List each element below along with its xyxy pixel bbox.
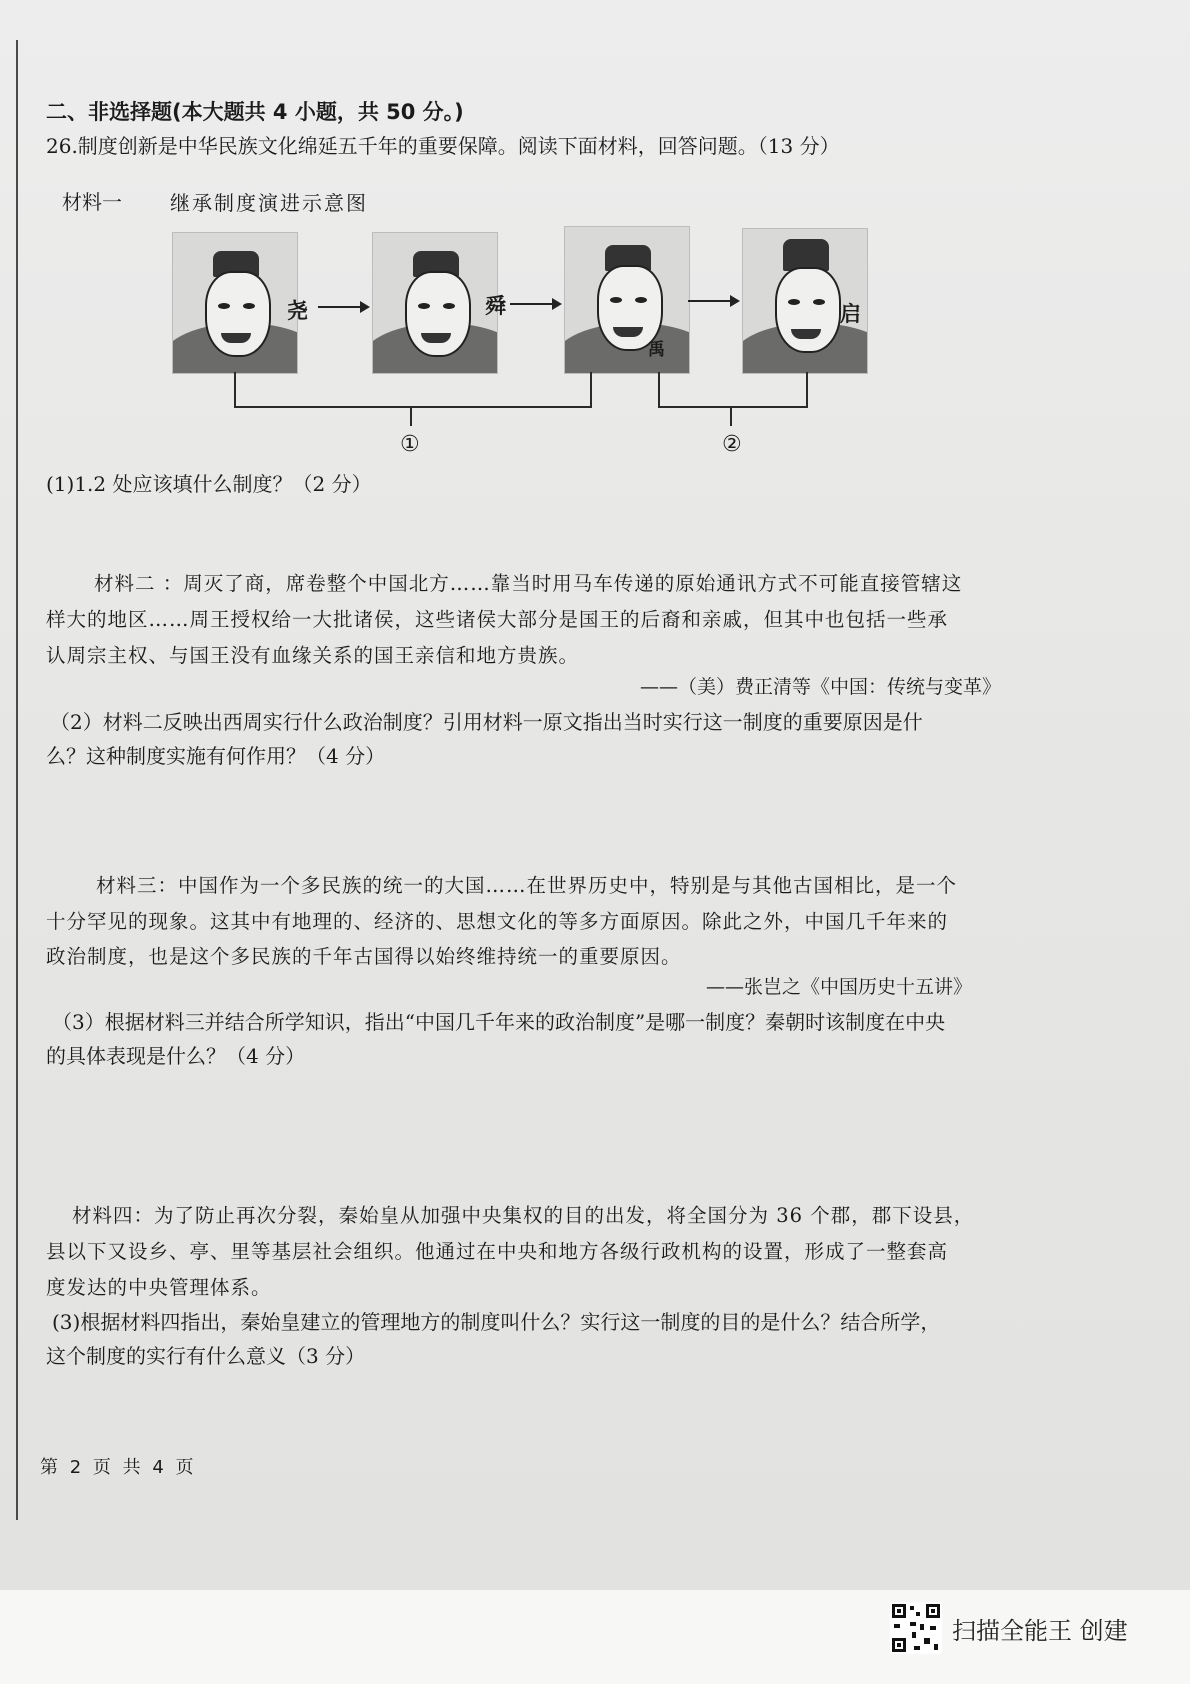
material-1-label: 材料一 bbox=[62, 190, 122, 214]
material-3-line: 材料三：中国作为一个多民族的统一的大国……在世界历史中，特别是与其他古国相比，是一个 bbox=[96, 874, 958, 897]
material-2-line: 样大的地区……周王授权给一大批诸侯，这些诸侯大部分是国王的后裔和亲戚，但其中也包括一些承 bbox=[46, 608, 949, 631]
figure-shun-portrait bbox=[372, 232, 498, 374]
figure-yu-portrait bbox=[564, 226, 690, 374]
arrow-icon bbox=[318, 306, 368, 308]
figure-yao-portrait bbox=[172, 232, 298, 374]
marker-1: ① bbox=[400, 432, 420, 457]
question-3-line: 的具体表现是什么？（4 分） bbox=[46, 1044, 306, 1068]
material-2-source: ——（美）费正清等《中国：传统与变革》 bbox=[640, 676, 1002, 698]
margin-rule bbox=[16, 40, 18, 1520]
question-1: (1)1.2 处应该填什么制度？（2 分） bbox=[46, 472, 372, 496]
material-2-line: 认周宗主权、与国王没有血缘关系的国王亲信和地方贵族。 bbox=[46, 644, 580, 667]
page-indicator: 第 2 页 共 4 页 bbox=[40, 1457, 197, 1478]
material-3-line: 政治制度，也是这个多民族的千年古国得以始终维持统一的重要原因。 bbox=[46, 945, 682, 968]
question-4-line: (3)根据材料四指出，秦始皇建立的管理地方的制度叫什么？实行这一制度的目的是什么？结合所学， bbox=[52, 1310, 941, 1334]
material-3-source: ——张岂之《中国历史十五讲》 bbox=[706, 976, 973, 998]
bracket-2 bbox=[658, 372, 808, 408]
question-4-line: 这个制度的实行有什么意义（3 分） bbox=[46, 1344, 366, 1368]
qr-code-icon bbox=[890, 1602, 942, 1654]
material-4-line: 县以下又设乡、亭、里等基层社会组织。他通过在中央和地方各级行政机构的设置，形成了一整套高 bbox=[46, 1240, 949, 1263]
watermark-text: 扫描全能王 创建 bbox=[952, 1617, 1128, 1645]
question-26-stem: 26.制度创新是中华民族文化绵延五千年的重要保障。阅读下面材料，回答问题。（13 分） bbox=[46, 134, 840, 158]
bracket-1 bbox=[234, 372, 592, 408]
material-2-line: 材料二 ：周灭了商，席卷整个中国北方……靠当时用马车传递的原始通讯方式不可能直接管辖这 bbox=[94, 572, 963, 595]
marker-2: ② bbox=[722, 432, 742, 457]
figure-label-qi: 启 bbox=[840, 302, 861, 326]
material-4-line: 度发达的中央管理体系。 bbox=[46, 1276, 272, 1299]
section-title: 二、非选择题(本大题共 4 小题，共 50 分。) bbox=[46, 100, 464, 124]
material-4-line: 材料四：为了防止再次分裂，秦始皇从加强中央集权的目的出发，将全国分为 36 个郡，郡下设县， bbox=[72, 1204, 975, 1227]
figure-label-shun: 舜 bbox=[485, 294, 506, 318]
figure-label-yao: 尧 bbox=[287, 299, 308, 323]
arrow-icon bbox=[688, 300, 738, 302]
arrow-icon bbox=[510, 303, 560, 305]
question-2-line: （2）材料二反映出西周实行什么政治制度？引用材料一原文指出当时实行这一制度的重要原因是什 bbox=[50, 710, 923, 734]
question-2-line: 么？这种制度实施有何作用？（4 分） bbox=[46, 744, 386, 768]
material-1-caption: 继承制度演进示意图 bbox=[170, 191, 368, 215]
figure-label-yu: 禹 bbox=[648, 340, 665, 360]
question-3-line: （3）根据材料三并结合所学知识，指出“中国几千年来的政治制度”是哪一制度？秦朝时该制度在中央 bbox=[52, 1010, 946, 1034]
material-3-line: 十分罕见的现象。这其中有地理的、经济的、思想文化的等多方面原因。除此之外，中国几千年来的 bbox=[46, 910, 949, 933]
